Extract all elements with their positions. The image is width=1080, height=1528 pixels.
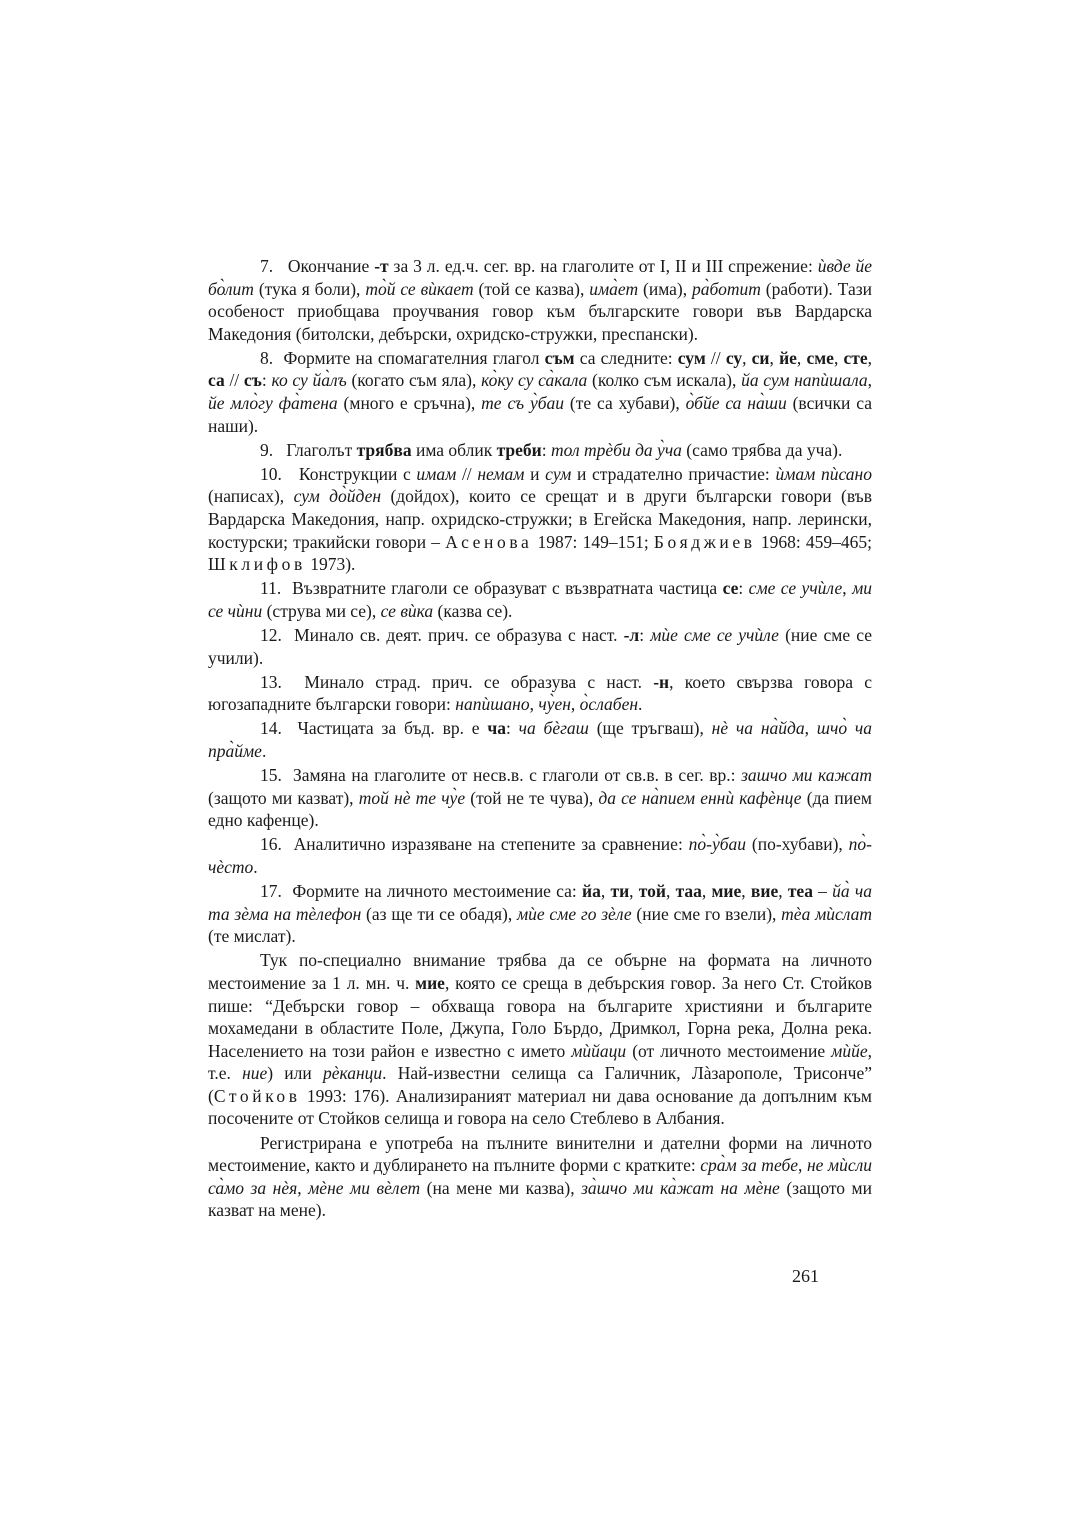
text-run: ,	[741, 881, 751, 902]
italic-example: те съ у̀баи	[481, 393, 565, 414]
text-run: 17. Формите на личното местоимение са:	[260, 881, 583, 902]
text-run: 14. Частицата за бъд. вр. е	[260, 718, 488, 739]
text-run: –	[812, 881, 833, 902]
text-run: 12. Минало св. деят. прич. се образува с наст.	[260, 625, 624, 645]
text-run: 16. Аналитично изразяване на степените за сравнение:	[260, 834, 689, 855]
text-run: за 3 л. ед.ч. сег. вр. на глаголите от I, II и III спрежение:	[388, 256, 818, 276]
text-run: ,	[778, 881, 788, 902]
italic-example: сме се учѝле	[748, 578, 843, 599]
text-run: (аз ще ти се обадя),	[361, 903, 517, 924]
text-run: 7. Окончание	[260, 256, 375, 276]
text-run: 15. Замяна на глаголите от несв.в. с глаголи от св.в. в сег. вр.:	[260, 765, 742, 786]
bold-term: йа	[582, 881, 601, 902]
bold-term: той	[638, 881, 666, 902]
text-run: ,	[701, 881, 712, 902]
body-text	[208, 255, 872, 1223]
text-run: :	[541, 439, 552, 460]
author-citation: Стойков	[213, 1085, 301, 1106]
italic-example: немам	[477, 463, 525, 484]
italic-example: ча бѐгаш	[518, 718, 589, 739]
text-run: :	[738, 578, 749, 599]
author-citation: Бояджиев	[653, 531, 756, 552]
bold-term: мие	[415, 972, 445, 993]
italic-example: напѝшано	[455, 694, 530, 715]
italic-example: мѝйаци	[571, 1040, 627, 1061]
bold-term: са	[208, 370, 225, 391]
text-run: .	[253, 856, 258, 877]
italic-example: сра̀м за тебе	[700, 1155, 799, 1176]
text-run: ,	[742, 347, 752, 368]
italic-example: ѝвде йе бо̀лит	[208, 256, 873, 299]
text-run: 10. Конструкции с	[260, 463, 417, 484]
italic-example: шчо̀ ча пра̀йме	[208, 718, 872, 761]
text-run: (от личното местоимение	[626, 1040, 832, 1061]
bold-term: ча	[487, 718, 506, 739]
bold-term: су	[725, 347, 743, 368]
italic-example: по̀-чѐсто	[208, 834, 872, 877]
bold-term: мие	[711, 881, 742, 902]
text-run: .	[638, 694, 643, 715]
text-run: 13. Минало страд. прич. се образува с наст.	[260, 671, 654, 692]
text-run: :	[261, 370, 272, 391]
paragraph-13	[208, 1132, 872, 1222]
text-run: и страдателно причастие:	[571, 463, 776, 484]
text-run: (казва се).	[433, 600, 513, 621]
italic-example: мѐне ми вѐлет	[308, 1177, 421, 1198]
bold-term: вие	[750, 881, 779, 902]
text-run: ) или	[267, 1063, 323, 1084]
text-run: 1987: 149–151;	[532, 531, 654, 552]
italic-example: ми се чѝни	[208, 578, 872, 621]
italic-example: мѝе сме го зѐле	[516, 903, 632, 924]
paragraph-10	[208, 833, 872, 878]
text-run: ,	[796, 347, 807, 368]
bold-term: таа	[675, 881, 702, 902]
text-run: (работи). Тази особеност приобщава проучвания говор към българските говори във Вардарска Македония (битолски, дебърски, охридско-стружки, преспански).	[208, 278, 872, 344]
bold-term: ти	[610, 881, 630, 902]
italic-example: има̀ет	[589, 278, 639, 299]
paragraph-6	[208, 624, 872, 669]
text-run: (той се казва),	[473, 278, 590, 299]
italic-example: то̀й се вѝкает	[365, 278, 474, 299]
text-run: , която се среща в дебърския говор. За него Ст. Стойков пише: “Дебърски говор – обхваща говора на българите християни и българите мохамедани в областите Поле, Джупа, Голо Бърдо, Дримкол, Горна река, Долна река. Населението на този район е известно с името	[208, 972, 872, 1061]
bold-term: -л	[623, 625, 640, 645]
italic-example: зашчо ми кажат	[741, 765, 872, 786]
italic-example: сум	[545, 463, 572, 484]
author-citation: Асенова	[445, 531, 533, 552]
text-run: (ние сме го взели),	[631, 903, 782, 924]
text-run: //	[224, 370, 244, 391]
text-run: ,	[629, 881, 639, 902]
text-run: Регистрирана е употреба на пълните винителни и дателни форми на личното местоимение, както и дублирането на пълните форми с кратките:	[208, 1132, 872, 1176]
text-run: има облик	[411, 439, 497, 460]
text-run: Тук по-специално внимание трябва да се обърне на формата на личното местоимение за 1 л. мн. ч.	[208, 950, 872, 993]
text-run: ,	[842, 578, 853, 599]
text-run: ,	[297, 1177, 309, 1198]
bold-term: се	[722, 578, 739, 599]
text-run: (те мислат).	[208, 926, 296, 947]
text-run: 9. Глаголът	[260, 439, 357, 460]
paragraph-12	[208, 949, 872, 1130]
bold-term: си	[751, 347, 770, 368]
text-run: .	[261, 740, 267, 761]
text-run: . Най-известни селища са Галичник, Лàзарополе, Трисонче” (	[208, 1063, 873, 1106]
bold-term: треби	[496, 439, 542, 460]
text-run: ,	[665, 881, 676, 902]
text-run: (на мене ми казва),	[420, 1177, 582, 1198]
italic-example: о̀бйе са на̀ши	[685, 393, 787, 414]
bold-term: съм	[544, 347, 575, 368]
text-run: (по-хубави),	[746, 834, 849, 855]
paragraph-4	[208, 463, 872, 576]
text-run: (защото ми казват),	[208, 787, 359, 808]
italic-example: се вѝка	[380, 600, 434, 621]
paragraph-3	[208, 439, 872, 462]
italic-example: мѝе сме се учѝле	[650, 625, 779, 645]
paragraph-2	[208, 347, 872, 437]
italic-example: рѐканци	[322, 1063, 383, 1084]
italic-example: ние	[242, 1063, 268, 1084]
paragraph-9	[208, 764, 872, 832]
italic-example: йе мло̀гу фа̀тена	[208, 393, 338, 414]
text-run: //	[705, 347, 726, 368]
page-number: 261	[792, 1266, 819, 1286]
text-run: , т.е.	[208, 1040, 872, 1084]
text-run: 1973).	[305, 554, 356, 575]
text-run: ,	[867, 347, 872, 368]
italic-example: йа сум напѝшала	[741, 370, 868, 391]
text-run: (ние сме се учили).	[208, 625, 872, 668]
italic-example: не мѝсли са̀мо за нѐя	[208, 1155, 872, 1198]
bold-term: йе	[779, 347, 797, 368]
italic-example: тѐа мѝслат	[781, 903, 873, 924]
text-run: :	[639, 625, 651, 645]
italic-example: о̀слабен	[579, 694, 639, 715]
bold-term: сте	[843, 347, 868, 368]
italic-example: йа̀ ча та зѐма на тѐлефон	[208, 881, 873, 924]
italic-example: по̀-у̀баи	[688, 834, 747, 855]
text-run: (те са хубави),	[564, 393, 686, 414]
bold-term: теа	[787, 881, 813, 902]
italic-example: той нѐ те чу̀е	[358, 787, 466, 808]
text-run: (тука я боли),	[253, 278, 366, 299]
italic-example: ко̀ку су са̀кала	[481, 370, 588, 391]
text-run: , което свързва говора с югозападните български говори:	[208, 671, 872, 715]
italic-example: тол трѐби да у̀ча	[551, 439, 682, 460]
text-run: 11. Възвратните глаголи се образуват с възвратната частица	[260, 578, 723, 599]
text-run: ,	[570, 694, 580, 715]
paragraph-7	[208, 671, 872, 716]
paragraph-1	[208, 255, 872, 345]
italic-example: нѐ ча на̀йда	[711, 718, 805, 739]
text-run: (ще тръгваш),	[588, 718, 712, 739]
text-run: (колко съм искала),	[587, 370, 742, 391]
bold-term: сме	[806, 347, 834, 368]
bold-term: -н	[653, 671, 670, 692]
text-run: (дойдох), които се срещат и в други български говори (във Вардарска Македония, напр. охридско-стружки; в Егейска Македония, напр. лерински, костурски; тракийски говори –	[208, 486, 872, 552]
paragraph-5	[208, 577, 872, 622]
bold-term: съ	[243, 370, 262, 391]
text-run: и	[524, 463, 546, 484]
italic-example: ѝмам пѝсано	[775, 463, 872, 484]
text-run: (написах),	[208, 486, 294, 507]
text-run: (има),	[638, 278, 693, 299]
italic-example: да се на̀пием еннѝ кафѐнце	[598, 787, 802, 808]
italic-example: чу̀ен	[538, 694, 571, 715]
bold-term: сум	[677, 347, 706, 368]
text-run: ,	[833, 347, 844, 368]
text-run: (много е сръчна),	[337, 393, 482, 414]
bold-term: -т	[374, 256, 389, 276]
bold-term: трябва	[356, 439, 412, 460]
italic-example: ко су йа̀лъ	[271, 370, 347, 391]
text-run: (защото ми казват на мене).	[208, 1177, 872, 1221]
text-run: (струва ми се),	[262, 600, 381, 621]
text-run: (да пием едно кафенце).	[208, 787, 872, 831]
italic-example: за̀шчо ми ка̀жат на мѐне	[581, 1177, 780, 1198]
text-run: (той не те чува),	[465, 787, 599, 808]
text-run: ,	[804, 718, 817, 739]
text-run: 1968: 459–465;	[755, 531, 872, 552]
italic-example: ра̀ботит	[692, 278, 761, 299]
text-run: 1993: 176). Анализираният материал ни дава основание да допълним към посочените от Стойков селища и говора на село Стеблево в Албания.	[208, 1085, 872, 1129]
text-run: (когато съм яла),	[346, 370, 482, 391]
paragraph-11	[208, 880, 872, 948]
italic-example: имам	[416, 463, 457, 484]
author-citation: Шклифов	[208, 554, 306, 575]
text-run: (всички са наши).	[208, 393, 873, 436]
text-run: ,	[529, 694, 539, 715]
text-run: са следните:	[574, 347, 678, 368]
text-run: ,	[600, 881, 611, 902]
text-run: ,	[769, 347, 780, 368]
paragraph-8	[208, 717, 872, 762]
text-run: ,	[867, 370, 872, 391]
text-run: //	[456, 463, 478, 484]
italic-example: мѝйе	[831, 1040, 868, 1061]
italic-example: сум до̀йден	[293, 486, 382, 507]
text-run: 8. Формите на спомагателния глагол	[260, 347, 545, 368]
text-run: ,	[798, 1155, 807, 1176]
text-run: (само трябва да уча).	[681, 439, 843, 460]
text-run: :	[505, 718, 519, 739]
